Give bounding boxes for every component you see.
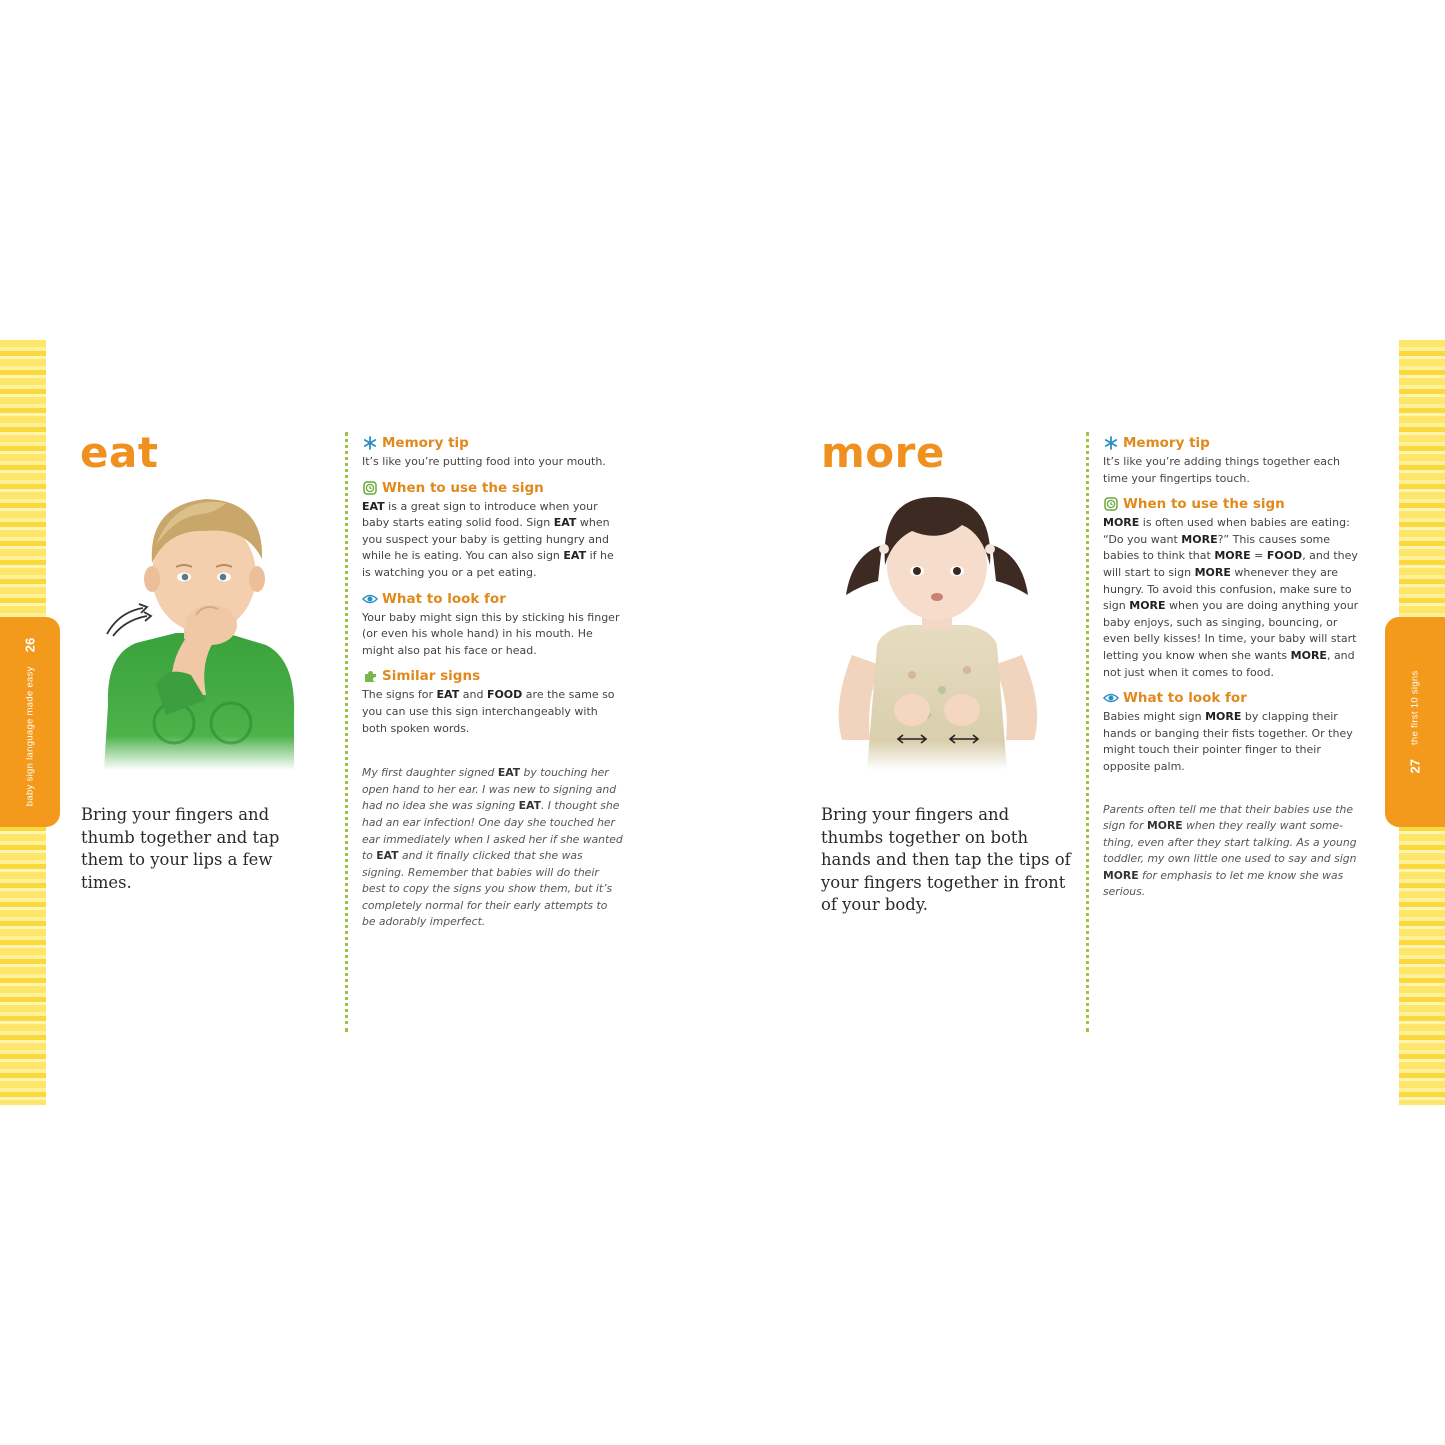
section-text: The signs for EAT and FOOD are the same so you can use this sign interchangeably with both spoken words.	[362, 688, 615, 735]
motion-arrow-icon	[103, 602, 155, 638]
section-heading: What to look for	[1123, 690, 1247, 707]
when-to-use-section	[362, 480, 624, 582]
clock-icon	[1103, 496, 1119, 512]
memory-tip-section	[1103, 435, 1365, 487]
when-to-use-section	[1103, 496, 1365, 681]
sign-instruction: Bring your fingers and thumbs together on both hands and then tap the tips of your fingers together in front of your body.	[821, 805, 1071, 914]
dotted-divider	[345, 432, 348, 1032]
section-text: It’s like you’re putting food into your mouth.	[362, 455, 606, 468]
book-spread	[0, 340, 1445, 1105]
motion-arrow-icon	[895, 732, 995, 746]
eye-icon	[1103, 690, 1119, 706]
clock-icon	[362, 480, 378, 496]
section-heading: What to look for	[382, 590, 506, 607]
section-heading: Memory tip	[1123, 435, 1210, 451]
running-title: the first 10 signs	[1409, 670, 1421, 746]
look-for-section	[362, 591, 624, 660]
sign-title: eat	[80, 428, 159, 477]
page-number: 27	[1407, 759, 1423, 774]
page-number: 26	[22, 637, 38, 653]
section-text: It’s like you’re adding things together each time your fingertips touch.	[1103, 455, 1341, 485]
info-column	[362, 435, 624, 931]
running-title: baby sign language made easy	[24, 666, 36, 807]
memory-tip-section	[362, 435, 624, 471]
sign-title: more	[821, 428, 945, 477]
look-for-section	[1103, 690, 1365, 775]
parent-quote: Parents often tell me that their babies use the sign for MORE when they really want some-thing, even after they start talking. As a young toddler, my own little one used to say and sign MORE for emphasis to let me know she was serious.	[1103, 802, 1357, 899]
info-column	[1103, 435, 1365, 901]
sign-instruction: Bring your fingers and thumb together and tap them to your lips a few times.	[81, 805, 280, 892]
section-text: MORE is often used when babies are eating: “Do you want MORE?” This causes some babies to think that MORE = FOOD, and they will start to sign MORE whenever they are hungry. To avoid this confusion, make sure to sign MORE when you are doing anything your baby enjoys, such as singing, bouncing, or even belly kisses! In time, your baby will start letting you know when she wants MORE, and not just when it comes to food.	[1103, 516, 1359, 679]
snowflake-icon	[1103, 435, 1119, 451]
section-text: EAT is a great sign to introduce when your baby starts eating solid food. Sign EAT when you suspect your baby is getting hungry and while he is eating. You can also sign EAT if he is watching you or a pet eating.	[362, 499, 614, 579]
left-page-tab	[0, 617, 60, 827]
right-page-tab	[1385, 617, 1445, 827]
section-text: Babies might sign MORE by clapping their hands or banging their fists together. Or they might touch their pointer finger to their opposite palm.	[1103, 710, 1353, 773]
more-girl-illustration	[822, 485, 1052, 770]
similar-signs-section	[362, 668, 624, 737]
dotted-divider	[1086, 432, 1089, 1032]
section-heading: Memory tip	[382, 435, 469, 451]
section-text: Your baby might sign this by sticking his finger (or even his whole hand) in his mouth. He might also pat his face or head.	[362, 610, 620, 657]
eye-icon	[362, 591, 378, 607]
section-heading: Similar signs	[382, 668, 481, 685]
section-heading: When to use the sign	[382, 479, 544, 496]
section-heading: When to use the sign	[1123, 496, 1285, 513]
puzzle-icon	[362, 668, 378, 684]
parent-quote: My first daughter signed EAT by touching her open hand to her ear. I was new to signing and had no idea she was signing EAT. I thought she had an ear infection! One day she touched her ear immediately when I asked her if she wanted to EAT and it finally clicked that she was signing. Remember that babies will do their best to copy the signs you show them, but it’s completely normal for their early attempts to be adorably imperfect.	[362, 766, 623, 929]
snowflake-icon	[362, 435, 378, 451]
